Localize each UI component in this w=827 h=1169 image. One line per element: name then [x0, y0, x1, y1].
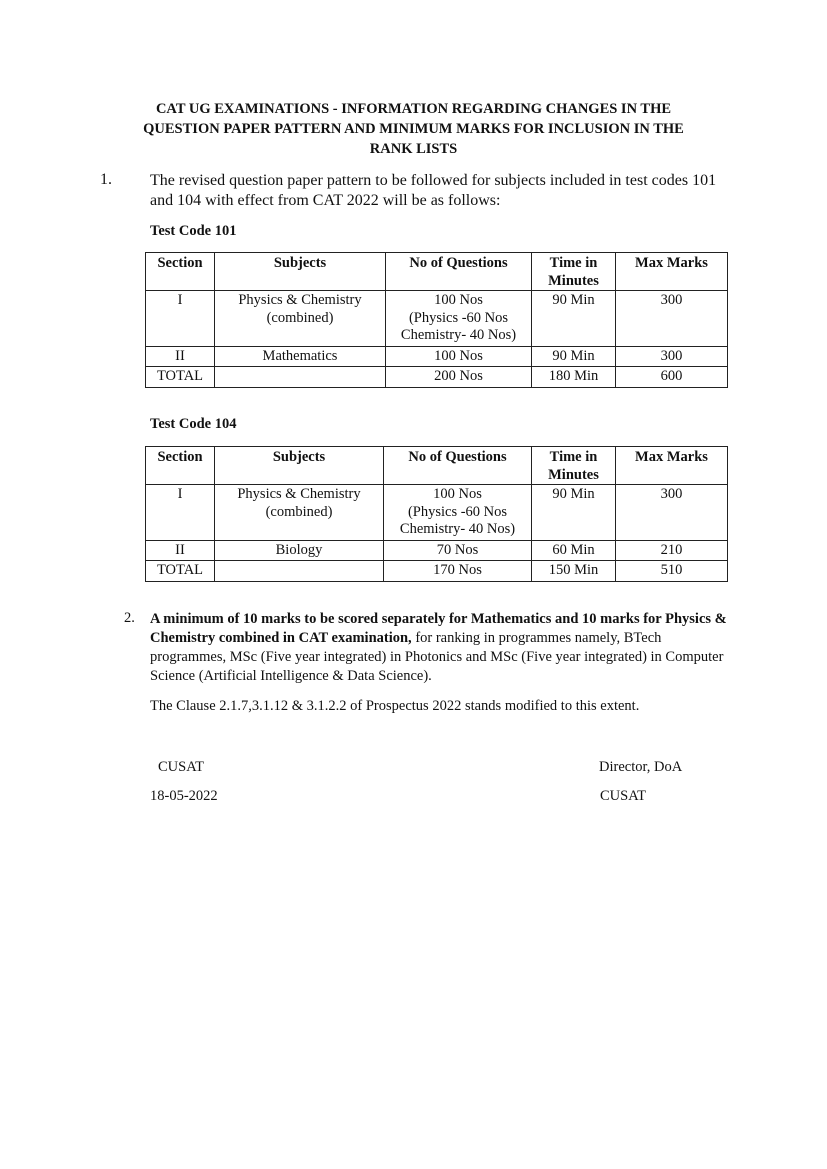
document-title — [90, 99, 737, 159]
signature-right-org: CUSAT — [600, 788, 646, 804]
header-time: Time in Minutes — [532, 253, 616, 291]
signature-right-title: Director, DoA — [599, 759, 683, 775]
cell-marks: 600 — [616, 367, 728, 388]
cell-time: 150 Min — [532, 561, 616, 582]
table-row-total — [146, 367, 728, 388]
item-2-number: 2. — [124, 610, 135, 626]
cell-time: 180 Min — [532, 367, 616, 388]
cell-marks: 300 — [616, 485, 728, 541]
table-header-row — [146, 447, 728, 485]
header-subjects: Subjects — [215, 447, 384, 485]
cell-questions: 200 Nos — [386, 367, 532, 388]
cell-time: 90 Min — [532, 346, 616, 367]
item-2-text — [150, 610, 730, 686]
cell-section: I — [146, 291, 215, 347]
cell-subject: Physics & Chemistry (combined) — [215, 291, 386, 347]
header-subjects: Subjects — [215, 253, 386, 291]
cell-section: TOTAL — [146, 367, 215, 388]
cell-questions: 70 Nos — [384, 540, 532, 561]
signature-date: 18-05-2022 — [150, 788, 218, 804]
cell-section: TOTAL — [146, 561, 215, 582]
table-row — [146, 346, 728, 367]
cell-questions: 170 Nos — [384, 561, 532, 582]
table-row-total — [146, 561, 728, 582]
cell-questions: 100 Nos — [386, 346, 532, 367]
header-marks: Max Marks — [616, 253, 728, 291]
table-header-row — [146, 253, 728, 291]
test-code-104-label: Test Code 104 — [150, 416, 237, 432]
table-row — [146, 291, 728, 347]
cell-section: I — [146, 485, 215, 541]
header-time: Time in Minutes — [532, 447, 616, 485]
cell-marks: 300 — [616, 346, 728, 367]
cell-subject: Biology — [215, 540, 384, 561]
test-code-101-label: Test Code 101 — [150, 223, 237, 239]
header-questions: No of Questions — [386, 253, 532, 291]
cell-time: 90 Min — [532, 291, 616, 347]
cell-subject — [215, 561, 384, 582]
cell-section: II — [146, 346, 215, 367]
table-row — [146, 540, 728, 561]
cell-time: 60 Min — [532, 540, 616, 561]
item-2-bold-text: A minimum of 10 marks to be scored separately for Mathematics and 10 marks for Physics & Chemistry combined in CAT examination, — [150, 611, 727, 646]
cell-subject — [215, 367, 386, 388]
cell-subject: Physics & Chemistry (combined) — [215, 485, 384, 541]
header-section: Section — [146, 253, 215, 291]
cell-subject: Mathematics — [215, 346, 386, 367]
cell-questions: 100 Nos (Physics -60 Nos Chemistry- 40 Nos) — [384, 485, 532, 541]
header-questions: No of Questions — [384, 447, 532, 485]
title-line-3: RANK LISTS — [369, 141, 458, 157]
title-line-2: QUESTION PAPER PATTERN AND MINIMUM MARKS FOR INCLUSION IN THE — [143, 121, 684, 137]
test-code-101-table — [145, 252, 728, 388]
test-code-104-table — [145, 446, 728, 582]
item-2-normal-text: for ranking in programmes namely, BTech programmes, MSc (Five year integrated) in Photonics and MSc (Five year integrated) in Computer Science (Artificial Intelligence & Data Science). — [150, 630, 724, 684]
cell-section: II — [146, 540, 215, 561]
header-section: Section — [146, 447, 215, 485]
item-1-number: 1. — [100, 171, 112, 188]
table-row — [146, 485, 728, 541]
header-marks: Max Marks — [616, 447, 728, 485]
cell-time: 90 Min — [532, 485, 616, 541]
cell-marks: 510 — [616, 561, 728, 582]
signature-left-org: CUSAT — [158, 759, 204, 775]
title-line-1: CAT UG EXAMINATIONS - INFORMATION REGARDING CHANGES IN THE — [155, 101, 672, 117]
item-1-text: The revised question paper pattern to be followed for subjects included in test codes 101 and 104 with effect from CAT 2022 will be as follows: — [150, 172, 717, 209]
cell-marks: 300 — [616, 291, 728, 347]
cell-questions: 100 Nos (Physics -60 Nos Chemistry- 40 Nos) — [386, 291, 532, 347]
clause-note: The Clause 2.1.7,3.1.12 & 3.1.2.2 of Prospectus 2022 stands modified to this extent. — [150, 698, 640, 714]
cell-marks: 210 — [616, 540, 728, 561]
